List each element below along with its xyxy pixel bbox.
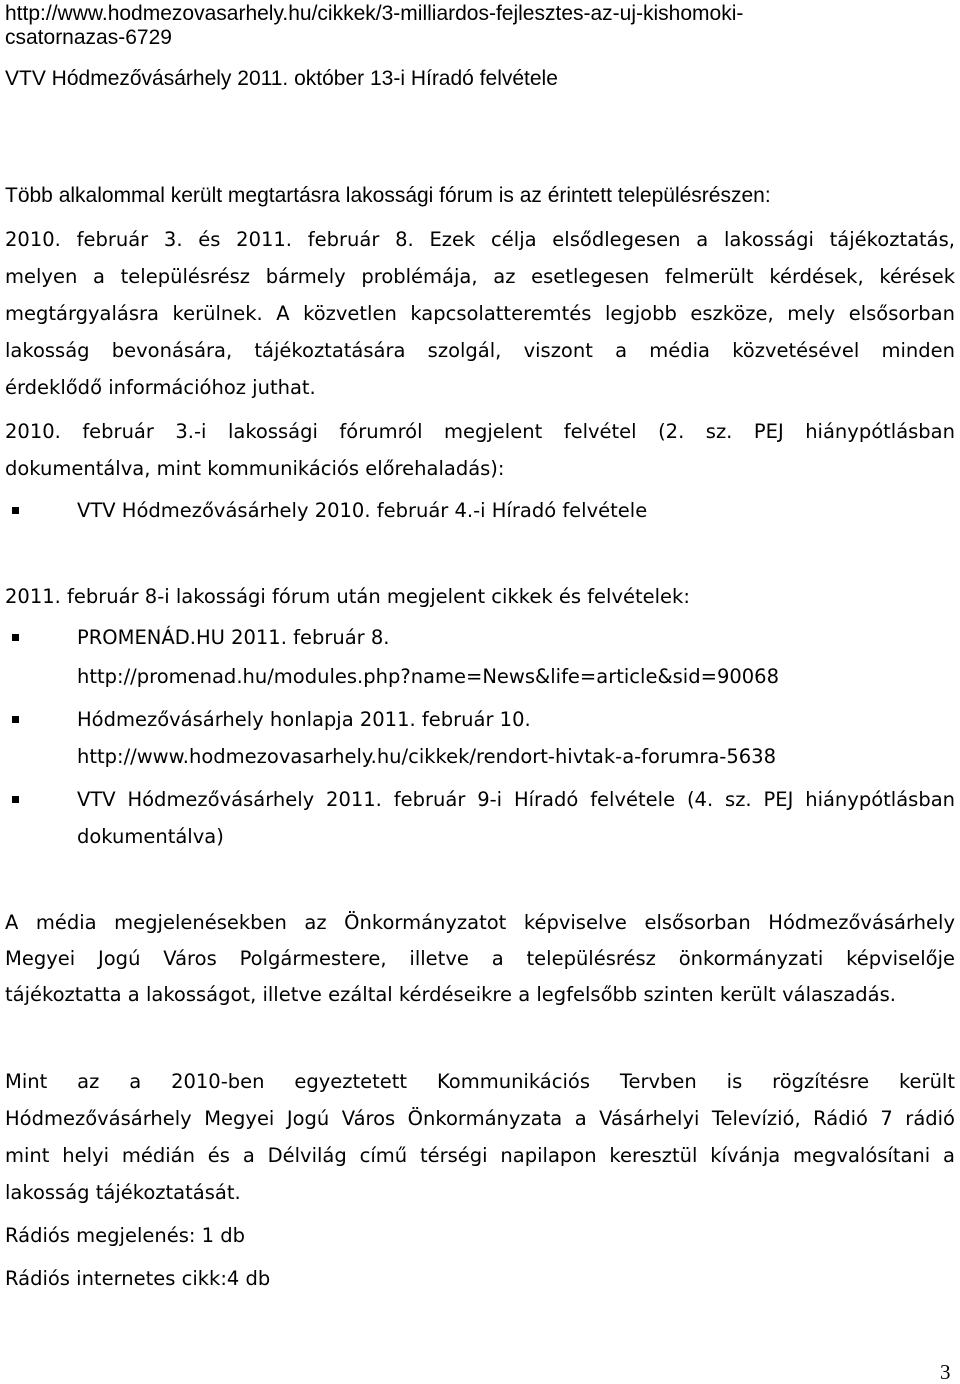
forum-2010-bullet-1: VTV Hódmezővásárhely 2010. február 4.-i Híradó felvétele — [77, 499, 648, 522]
forum-paragraph-line-3: melyen a településrész bármely problémája, az esetlegesen felmerült kérdések, kérések — [5, 265, 955, 288]
promenad-reference: PROMENÁD.HU 2011. február 8. — [77, 626, 390, 649]
forum-2010-line-1: 2010. február 3.-i lakossági fórumról megjelent felvétel (2. sz. PEJ hiánypótlásban — [5, 420, 955, 443]
vtv-reference-2011-line-1: VTV Hódmezővásárhely 2011. február 9-i Híradó felvétele (4. sz. PEJ hiánypótlásban — [77, 788, 955, 811]
bullet-square-icon — [12, 507, 19, 514]
city-website-link: http://www.hodmezovasarhely.hu/cikkek/rendort-hivtak-a-forumra-5638 — [77, 745, 776, 768]
vtv-reference-2011-line-2: dokumentálva) — [77, 825, 224, 848]
plan-paragraph-line-3: mint helyi médián és a Délvilág című térségi napilapon keresztül kívánja megvalósítani a — [5, 1144, 955, 1167]
source-link-1b: csatornazas-6729 — [5, 26, 172, 49]
forum-2010-line-2: dokumentálva, mint kommunikációs előrehaladás): — [5, 457, 505, 480]
city-website-reference: Hódmezővásárhely honlapja 2011. február 10. — [77, 708, 531, 731]
radio-appearance-count: Rádiós megjelenés: 1 db — [5, 1224, 245, 1247]
forum-paragraph-line-4: megtárgyalásra kerülnek. A közvetlen kapcsolatteremtés legjobb eszköze, mely elsősorban — [5, 302, 955, 325]
bullet-square-icon — [12, 634, 19, 641]
forum-paragraph-line-2: 2010. február 3. és 2011. február 8. Ezek célja elsődlegesen a lakossági tájékoztatás, — [5, 228, 955, 251]
vtv-reference-1: VTV Hódmezővásárhely 2011. október 13-i Híradó felvétele — [5, 67, 558, 90]
media-paragraph-line-3: tájékoztatta a lakosságot, illetve ezáltal kérdéseikre a legfelsőbb szinten került válaszadás. — [5, 983, 896, 1006]
plan-paragraph-line-4: lakosság tájékoztatását. — [5, 1181, 241, 1204]
plan-paragraph-line-2: Hódmezővásárhely Megyei Jogú Város Önkormányzata a Vásárhelyi Televízió, Rádió 7 rádió — [5, 1107, 955, 1130]
source-link-1a: http://www.hodmezovasarhely.hu/cikkek/3-milliardos-fejlesztes-az-uj-kishomoki- — [5, 2, 744, 25]
forum-2011-heading: 2011. február 8-i lakossági fórum után megjelent cikkek és felvételek: — [5, 585, 690, 608]
forum-paragraph-line-5: lakosság bevonására, tájékoztatására szolgál, viszont a média közvetésével minden — [5, 339, 955, 362]
radio-internet-article-count: Rádiós internetes cikk:4 db — [5, 1267, 271, 1290]
promenad-link: http://promenad.hu/modules.php?name=News&life=article&sid=90068 — [77, 665, 779, 688]
media-paragraph-line-1: A média megjelenésekben az Önkormányzatot képviselve elsősorban Hódmezővásárhely — [5, 911, 955, 934]
bullet-square-icon — [12, 716, 19, 723]
page-number: 3 — [940, 1360, 951, 1384]
forum-paragraph-line-1: Több alkalommal került megtartásra lakossági fórum is az érintett településrészen: — [5, 184, 771, 207]
media-paragraph-line-2: Megyei Jogú Város Polgármestere, illetve a településrész önkormányzati képviselője — [5, 947, 955, 970]
forum-paragraph-line-6: érdeklődő információhoz juthat. — [5, 376, 316, 399]
bullet-square-icon — [12, 796, 19, 803]
plan-paragraph-line-1: Mint az a 2010-ben egyeztetett Kommunikációs Tervben is rögzítésre került — [5, 1070, 955, 1093]
